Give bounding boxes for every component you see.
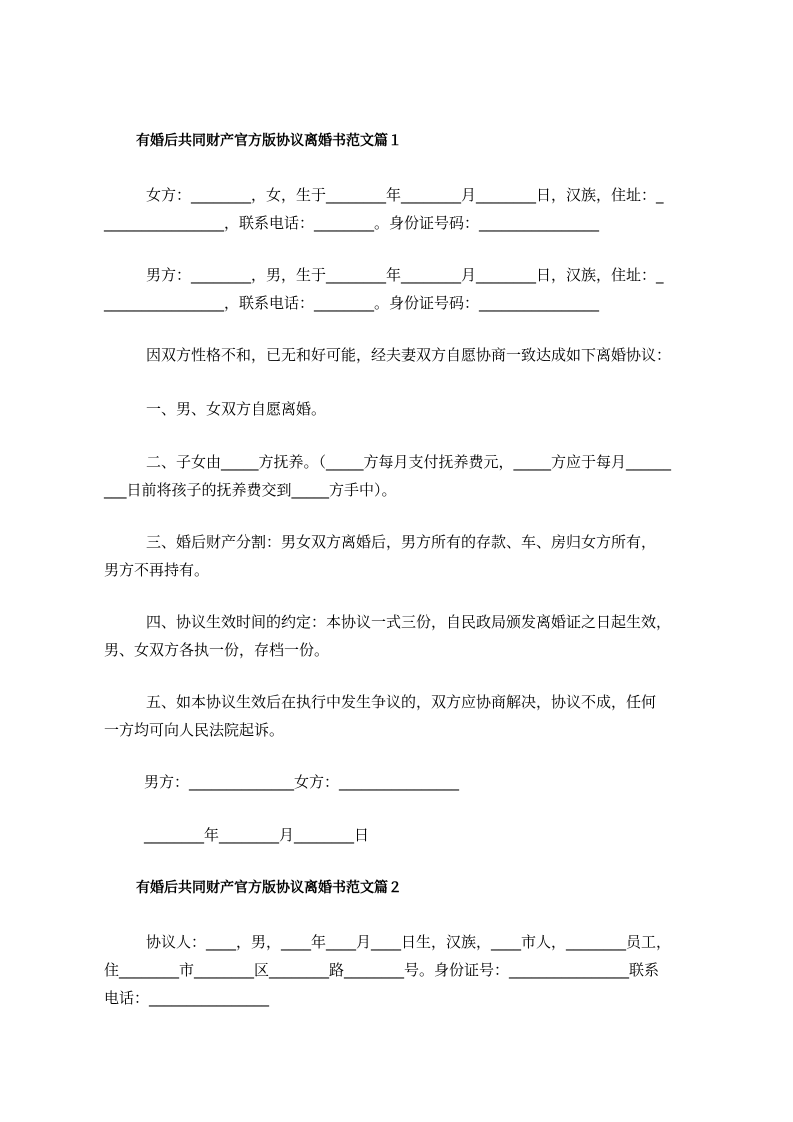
clause-4-line-1: 四、协议生效时间的约定：本协议一式三份，自民政局颁发离婚证之日起生效， [146, 613, 672, 631]
section2-title: 有婚后共同财产官方版协议离婚书范文篇２ [136, 880, 402, 896]
section1-title: 有婚后共同财产官方版协议离婚书范文篇１ [136, 133, 402, 149]
party-line-1: 协议人：____，男，____年____月____日生，汉族，____市人，________员工， [146, 933, 672, 951]
clause-5-line-2: 一方均可向人民法院起诉。 [104, 721, 285, 739]
date-line: ________年________月________日 [144, 826, 370, 844]
party-line-2: 住________市________区________路________号。身份证号：________________联系 [104, 961, 660, 979]
party-line-3: 电话：________________ [104, 989, 270, 1007]
clause-2-line-1: 二、子女由_____方抚养。（_____方每月支付抚养费元，_____方应于每月______ [146, 453, 672, 471]
male-party-line-1: 男方：________，男，生于________年________月________日，汉族，住址：_ [146, 266, 664, 284]
intro-paragraph: 因双方性格不和，已无和好可能，经夫妻双方自愿协商一致达成如下离婚协议： [146, 346, 672, 364]
female-party-line-2: ________________，联系电话：________。身份证号码：________________ [104, 214, 600, 232]
clause-3-line-1: 三、婚后财产分割：男女双方离婚后，男方所有的存款、车、房归女方所有， [146, 533, 657, 551]
female-party-line-1: 女方：________，女，生于________年________月________日，汉族，住址：_ [146, 186, 664, 204]
clause-4-line-2: 男、女双方各执一份，存档一份。 [104, 641, 330, 659]
signature-line: 男方：______________女方：________________ [144, 773, 460, 791]
clause-3-line-2: 男方不再持有。 [104, 561, 210, 579]
clause-2-line-2: ___日前将孩子的抚养费交到_____方手中）。 [104, 481, 397, 499]
clause-1: 一、男、女双方自愿离婚。 [146, 400, 327, 418]
male-party-line-2: ________________，联系电话：________。身份证号码：________________ [104, 294, 600, 312]
clause-5-line-1: 五、如本协议生效后在执行中发生争议的，双方应协商解决，协议不成，任何 [146, 693, 657, 711]
